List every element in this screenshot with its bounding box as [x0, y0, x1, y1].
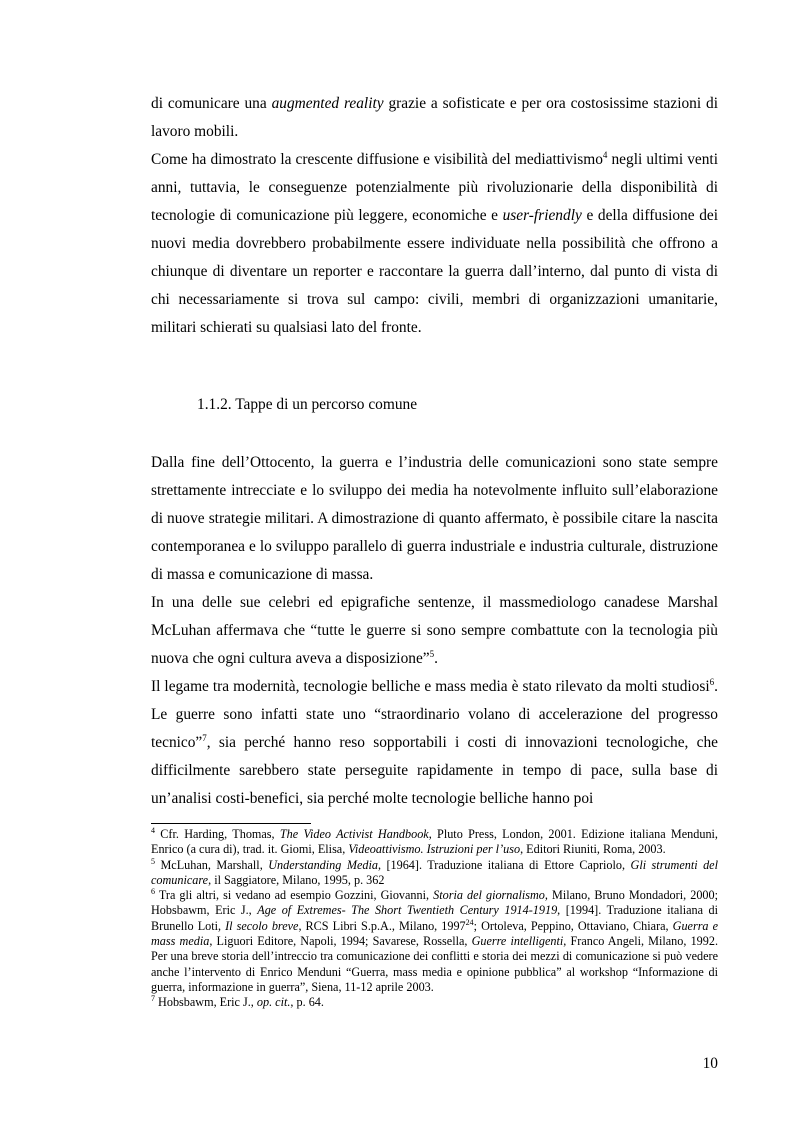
text-run: , Pluto Press, London, 2001. Edizione italiana Menduni, Enrico (a cura di), trad. it. Giomi, Elisa,: [151, 827, 718, 857]
paragraph-mcluhan: [151, 589, 718, 673]
italic-title: Videoattivismo. Istruzioni per l’uso: [348, 842, 521, 857]
paragraph-block-top: [151, 90, 718, 342]
paragraph-mediattivismo: [151, 146, 718, 342]
footnote-5: [151, 858, 718, 889]
superscript-edition: 24: [465, 917, 474, 927]
text-run: Il legame tra modernità, tecnologie belliche e mass media è stato rilevato da molti studiosi: [151, 678, 710, 695]
footnote-separator: [151, 823, 311, 824]
text-run: , sia perché hanno reso sopportabili i costi di innovazioni tecnologiche, che difficilmente sarebbero state perseguite rapidamente in tempo di pace, sulla base di un’analisi costi-benefici, sia perché molte tecnologie belliche hanno poi: [151, 734, 718, 807]
page-number: 10: [702, 1055, 718, 1072]
italic-title: Age of Extremes- The Short Twentieth Century 1914-1919: [257, 903, 558, 918]
footnote-4: [151, 827, 718, 858]
text-run: , RCS Libri S.p.A., Milano, 1997: [298, 918, 466, 933]
footnote-number: 4: [151, 825, 155, 835]
italic-term: augmented reality: [271, 95, 384, 112]
italic-title: Understanding Media: [268, 857, 378, 872]
paragraph-augmented-reality: [151, 90, 718, 146]
text-run: Milano, Bruno Mondadori, 2000; Hobsbawm, Eric J.,: [151, 888, 718, 918]
italic-title: Il secolo breve: [225, 918, 299, 933]
footnote-ref-6[interactable]: 6: [709, 676, 715, 687]
text-run: e della diffusione dei nuovi media dovrebbero probabilmente essere individuate nella possibilità che offrono a chiunque di diventare un reporter e raccontare la guerra dall’interno, dal punto di vista di chi necessariamente si trova sul campo: civili, membri di organizzazioni umanitarie, militari schierati su qualsiasi lato del fronte.: [151, 207, 718, 336]
italic-title: op. cit.: [256, 995, 291, 1010]
text-run: , Editori Riuniti, Roma, 2003.: [520, 842, 666, 857]
text-run: Hobsbawm, Eric J.,: [155, 995, 257, 1010]
text-run: , p. 64.: [290, 995, 324, 1010]
footnote-ref-5[interactable]: 5: [429, 648, 435, 659]
text-run: Tra gli altri, si vedano ad esempio Gozzini, Giovanni,: [155, 888, 434, 903]
italic-title: Guerra e mass media: [151, 918, 718, 949]
text-run: , [1994]. Traduzione italiana di Brunello Loti,: [151, 903, 719, 933]
text-run: .: [434, 650, 438, 667]
text-run: negli ultimi venti anni, tuttavia, le conseguenze potenzialmente più rivoluzionarie della disponibilità di tecnologie di comunicazione più leggere, economiche e: [151, 151, 718, 224]
section-heading: 1.1.2. Tappe di un percorso comune: [197, 396, 418, 413]
paragraph-ottocento: Dalla fine dell’Ottocento, la guerra e l’industria delle comunicazioni sono state sempre strettamente intrecciate e lo sviluppo dei media ha notevolmente influito sull’elaborazione di nuove strategie militari. A dimostrazione di quanto affermato, è possibile citare la nascita contemporanea e lo sviluppo parallelo di guerra industriale e industria culturale, distruzione di massa e comunicazione di massa.: [151, 454, 718, 583]
italic-title: Guerre intelligenti: [471, 934, 564, 949]
text-run: , [1964]. Traduzione italiana di Ettore Capriolo,: [377, 857, 631, 872]
text-run: di comunicare una: [151, 95, 272, 112]
text-run: , Franco Angeli, Milano, 1992. Per una breve storia dell’intreccio tra comunicazione dei conflitti e storia dei mezzi di comunicazione si può vedere anche l’intervento di Enrico Menduni “Guerra, mass media e opinione pubblica” al workshop “Informazione di guerra, informazione in guerra”, Siena, 11-12 aprile 2003.: [151, 934, 718, 994]
text-run: grazie a sofisticate e per ora costosissime stazioni di lavoro mobili.: [151, 95, 718, 140]
footnote-6: [151, 888, 718, 995]
footnote-ref-7[interactable]: 7: [202, 732, 207, 743]
paragraph-block-main: [151, 449, 718, 813]
paragraph-modernita: [151, 673, 718, 813]
italic-term: user-friendly: [502, 207, 582, 224]
footnote-7: [151, 995, 718, 1010]
text-run: . Le guerre sono infatti state uno “straordinario volano di accelerazione del progresso tecnico”: [151, 678, 718, 751]
italic-title: Storia del giornalismo,: [433, 888, 548, 903]
italic-title: The Video Activist Handbook: [279, 827, 429, 841]
text-run: , il Saggiatore, Milano, 1995, p. 362: [208, 872, 385, 887]
text-run: , Liguori Editore, Napoli, 1994; Savarese, Rossella,: [209, 934, 472, 949]
footnote-number: 7: [151, 994, 155, 1004]
footnote-number: 6: [151, 887, 155, 897]
footnote-ref-4[interactable]: 4: [602, 149, 608, 160]
text-run: In una delle sue celebri ed epigrafiche sentenze, il massmediologo canadese Marshal McLuhan affermava che “tutte le guerre si sono sempre combattute con la tecnologia più nuova che ogni cultura aveva a disposizione”: [151, 594, 718, 667]
text-run: ; Ortoleva, Peppino, Ottaviano, Chiara,: [473, 918, 673, 933]
text-run: Come ha dimostrato la crescente diffusione e visibilità del mediattivismo: [151, 151, 603, 168]
footnotes: [151, 827, 718, 1011]
italic-title: Gli strumenti del comunicare: [151, 857, 718, 887]
footnote-number: 5: [151, 856, 155, 866]
text-run: McLuhan, Marshall,: [155, 857, 269, 872]
text-run: Cfr. Harding, Thomas,: [155, 827, 280, 841]
